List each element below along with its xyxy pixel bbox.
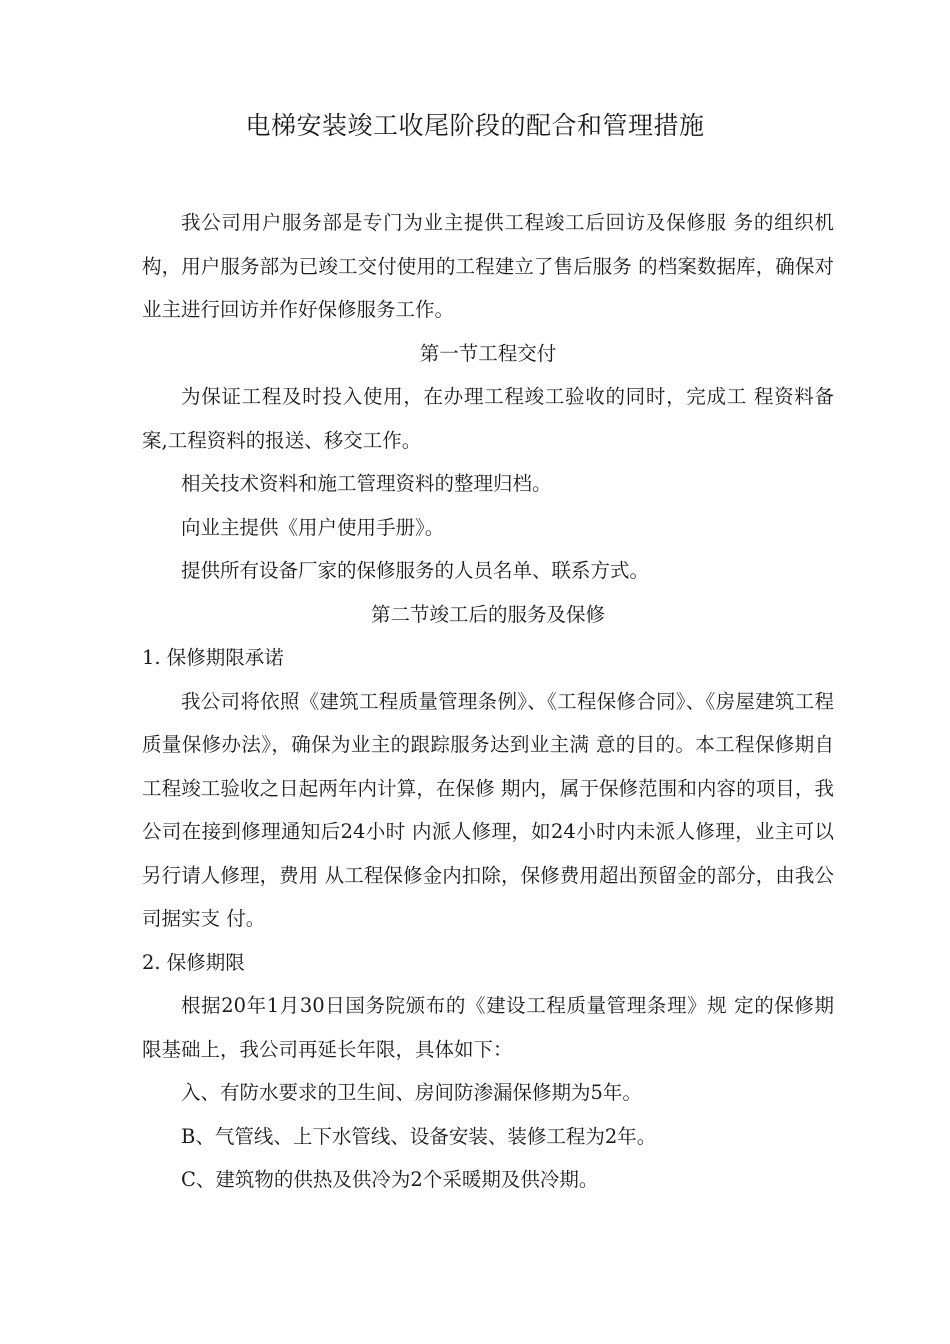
warranty-item-b: B、气管线、上下水管线、设备安装、装修工程为2年。 bbox=[181, 1124, 657, 1148]
section-1-paragraph-4: 提供所有设备厂家的保修服务的人员名单、联系方式。 bbox=[181, 559, 650, 582]
warranty-commitment-label: 1. 保修期限承诺 bbox=[142, 646, 284, 669]
warranty-period-label: 2. 保修期限 bbox=[142, 950, 245, 974]
warranty-commitment-text: 我公司将依照《建筑工程质量管理条例》、《工程保修合同》、《房屋建筑工程质量保修办法》，确保为业主的跟踪服务达到业主满 意的目的。本工程保修期自工程竣工验收之日起两年内计算，在保修 期内，属于保修范围和内容的项目，我公司在接到修理通知后24小时 内派人修理，如24小时内未派人修理，业主可以另行请人修理，费用 从工程保修金内扣除，保修费用超出预留金的部分，由我公司据实支 付。 bbox=[142, 689, 834, 930]
intro-paragraph: 我公司用户服务部是专门为业主提供工程竣工后回访及保修服 务的组织机构，用户服务部为已竣工交付使用的工程建立了售后服务 的档案数据库，确保对业主进行回访并作好保修服务工作。 bbox=[142, 211, 834, 321]
warranty-item-a: 入、有防水要求的卫生间、房间防渗漏保修期为5年。 bbox=[181, 1081, 642, 1104]
section-1-heading: 第一节工程交付 bbox=[419, 341, 557, 365]
section-1-paragraph-2: 相关技术资料和施工管理资料的整理归档。 bbox=[181, 472, 552, 495]
document-body bbox=[142, 201, 834, 1202]
section-2-heading: 第二节竣工后的服务及保修 bbox=[370, 602, 605, 626]
section-1-paragraph-1: 为保证工程及时投入使用，在办理工程竣工验收的同时，完成工 程资料备案,工程资料的报送、移交工作。 bbox=[142, 385, 834, 452]
document-title: 电梯安装竣工收尾阶段的配合和管理措施 bbox=[245, 111, 705, 140]
warranty-item-c: C、建筑物的供热及供冷为2个采暖期及供冷期。 bbox=[181, 1168, 599, 1191]
warranty-period-text: 根据20年1月30日国务院颁布的《建设工程质量管理条理》规 定的保修期限基础上，我公司再延长年限，具体如下： bbox=[142, 994, 834, 1061]
section-1-paragraph-3: 向业主提供《用户使用手册》。 bbox=[181, 515, 445, 539]
